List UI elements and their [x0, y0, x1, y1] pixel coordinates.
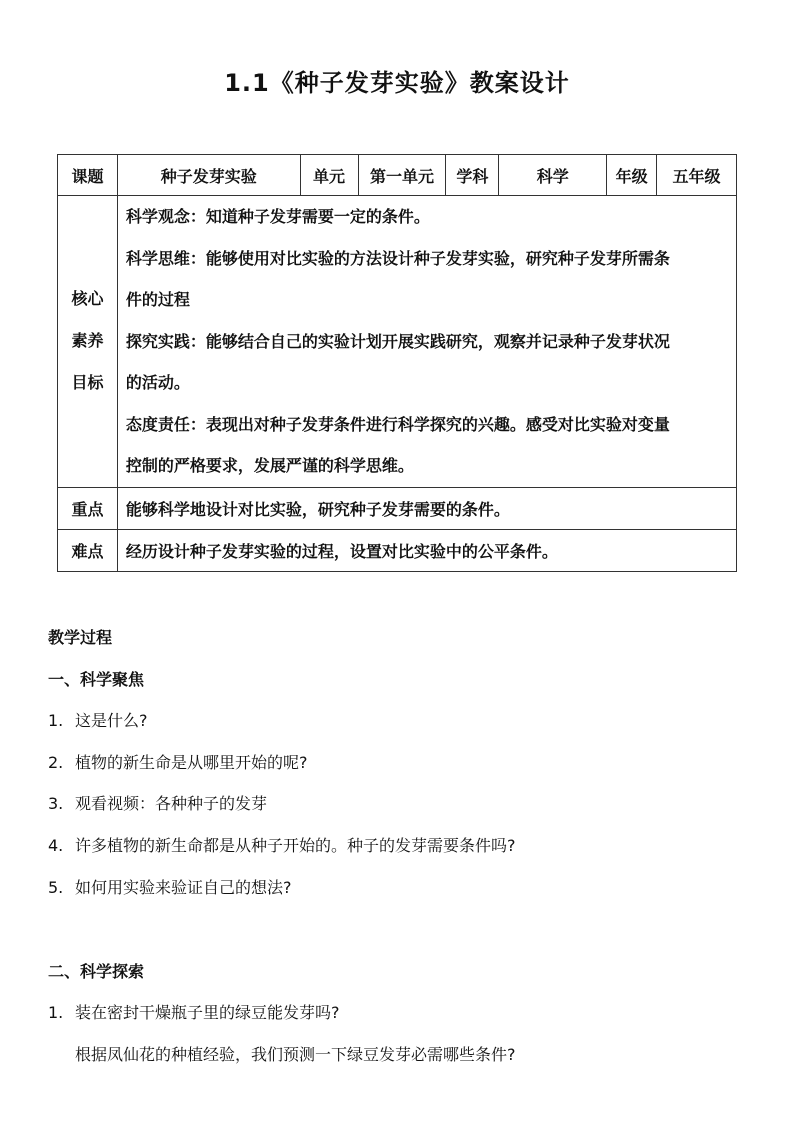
- core-goals-label: [58, 196, 118, 488]
- list-item: [48, 875, 292, 898]
- goal-line: 科学思维：能够使用对比实验的方法设计种子发芽实验，研究种子发芽所需条: [125, 248, 670, 268]
- list-text: 植物的新生命是从哪里开始的呢?: [75, 753, 308, 772]
- goal-line: 的活动。: [125, 373, 190, 392]
- grade-value: 五年级: [657, 155, 737, 196]
- list-item: [48, 750, 308, 773]
- key-point-text: 能够科学地设计对比实验，研究种子发芽需要的条件。: [117, 487, 736, 529]
- list-number: 3.: [48, 794, 64, 813]
- goal-line: 控制的严格要求，发展严谨的科学思维。: [125, 456, 414, 475]
- table-header-row: [58, 155, 737, 196]
- list-number: 4.: [48, 836, 64, 855]
- topic-value: 种子发芽实验: [117, 155, 300, 196]
- teaching-process-heading: 教学过程: [48, 628, 113, 647]
- list-number: 1.: [48, 711, 64, 730]
- document-title: 1.1《种子发芽实验》教案设计: [224, 69, 570, 97]
- list-text: 如何用实验来验证自己的想法?: [75, 878, 292, 897]
- key-point-label: 重点: [58, 487, 118, 529]
- difficulty-text: 经历设计种子发芽实验的过程，设置对比实验中的公平条件。: [117, 529, 736, 571]
- list-item: [48, 1000, 340, 1023]
- list-number: 2.: [48, 753, 64, 772]
- list-item: [48, 791, 267, 814]
- unit-label: 单元: [300, 155, 358, 196]
- goal-line: 探究实践：能够结合自己的实验计划开展实践研究，观察并记录种子发芽状况: [125, 331, 670, 351]
- section-heading: 二、科学探索: [48, 962, 145, 981]
- list-text: 这是什么?: [75, 711, 148, 730]
- core-goals-label-line: 素养: [71, 331, 104, 351]
- grade-label: 年级: [607, 155, 657, 196]
- difficulty-row: [58, 529, 737, 571]
- core-goals-content: [117, 196, 736, 488]
- list-item: [48, 833, 516, 856]
- section-heading: 一、科学聚焦: [48, 670, 145, 689]
- core-goals-row: [58, 196, 737, 488]
- list-continuation: 根据凤仙花的种植经验，我们预测一下绿豆发芽必需哪些条件?: [75, 1045, 516, 1064]
- unit-value: 第一单元: [358, 155, 446, 196]
- lesson-info-table: [57, 154, 737, 572]
- list-number: 1.: [48, 1003, 64, 1022]
- core-goals-label-line: 目标: [71, 373, 104, 393]
- goal-line: 态度责任：表现出对种子发芽条件进行科学探究的兴趣。感受对比实验对变量: [125, 414, 670, 434]
- goal-line: 科学观念：知道种子发芽需要一定的条件。: [125, 207, 430, 226]
- topic-label: 课题: [58, 155, 118, 196]
- list-text: 观看视频：各种种子的发芽: [75, 794, 268, 813]
- subject-label: 学科: [446, 155, 499, 196]
- list-item: [48, 708, 148, 731]
- key-point-row: [58, 487, 737, 529]
- core-goals-label-line: 核心: [71, 289, 104, 309]
- goal-line: 件的过程: [125, 290, 190, 309]
- list-text: 装在密封干燥瓶子里的绿豆能发芽吗?: [75, 1003, 340, 1022]
- difficulty-label: 难点: [58, 529, 118, 571]
- subject-value: 科学: [499, 155, 607, 196]
- list-number: 5.: [48, 878, 64, 897]
- list-text: 许多植物的新生命都是从种子开始的。种子的发芽需要条件吗?: [75, 836, 516, 855]
